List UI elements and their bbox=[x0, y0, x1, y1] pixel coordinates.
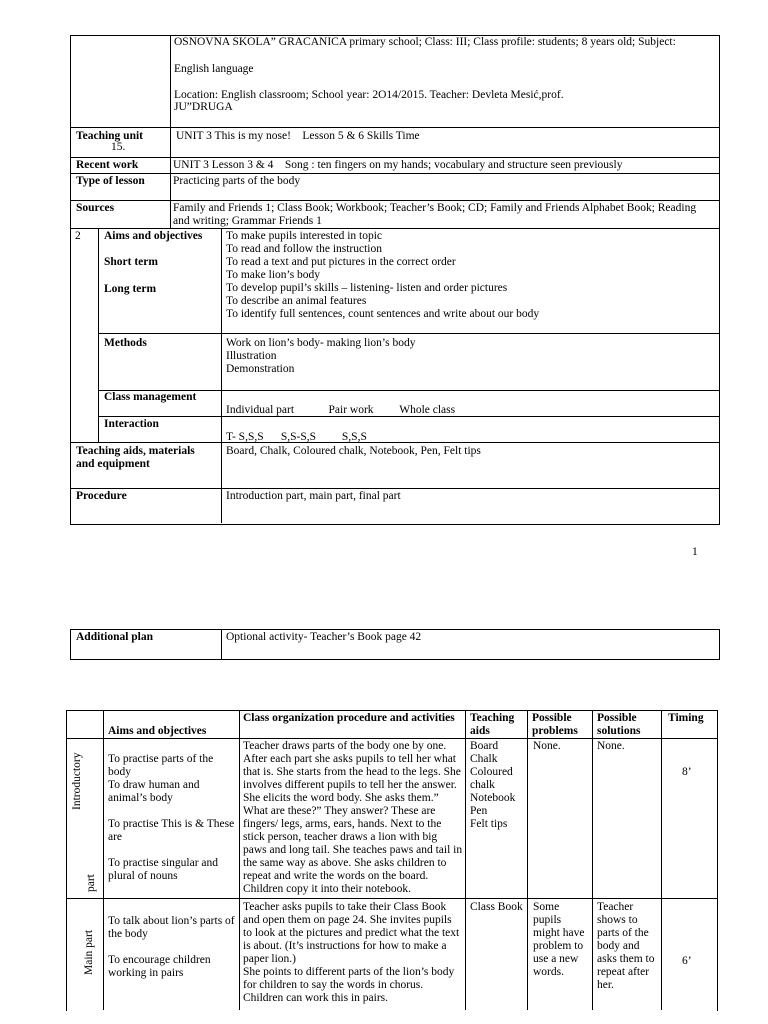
subject-text: English language bbox=[174, 63, 254, 75]
intro-procedure: Teacher draws parts of the body one by one. After each part she asks pupils to tell her what that is. She starts from the head to the legs. She involves different pupils to tell her the answer. She elicits the word body. She asks them.” What are these?” They answer? These are fingers/ legs, arms, ears, hands. Next to the stick person, teacher draws a lion with big paws and long tail. She teaches paws and tail in the same way as above. She asks children to repeat and write the words on the board. Children copy it into their notebook. bbox=[243, 740, 463, 895]
teaching-unit-label: Teaching unit bbox=[76, 130, 144, 142]
header-procedure: Class organization procedure and activities bbox=[243, 712, 455, 724]
recent-work-value: UNIT 3 Lesson 3 & 4 Song : ten fingers on my hands; vocabulary and structure seen previously bbox=[173, 159, 623, 171]
header-timing: Timing bbox=[668, 712, 704, 724]
aids-value: Board, Chalk, Coloured chalk, Notebook, Pen, Felt tips bbox=[226, 445, 481, 457]
interaction-label: Interaction bbox=[104, 418, 159, 430]
teaching-unit-value: UNIT 3 This is my nose! Lesson 5 & 6 Skills Time bbox=[176, 130, 420, 142]
sources-value: Family and Friends 1; Class Book; Workbook; Teacher’s Book; CD; Family and Friends Alphabet Book; Reading and writing; Grammar Friends 1 bbox=[173, 202, 697, 227]
main-aids: Class Book bbox=[470, 901, 523, 913]
intro-aids: Board Chalk Coloured chalk Notebook Pen Felt tips bbox=[470, 740, 516, 830]
interaction-value: T- S,S,S S,S-S,S S,S,S bbox=[226, 431, 367, 443]
intro-problems: None. bbox=[533, 740, 561, 752]
druga-text: JU”DRUGA bbox=[174, 101, 233, 113]
aims-label: Aims and objectives bbox=[104, 230, 203, 242]
class-mgmt-label: Class management bbox=[104, 391, 197, 403]
header-problems: Possible problems bbox=[532, 712, 578, 737]
methods-value: Work on lion’s body- making lion’s body Illustration Demonstration bbox=[226, 337, 416, 375]
main-procedure: Teacher asks pupils to take their Class Book and open them on page 24. She invites pupils to look at the pictures and predict what the text is about. (It’s instructions for how to make a paper lion.) She points to different parts of the lion’s body for children to say the words in chorus. Children can work this in pairs. bbox=[243, 901, 460, 1004]
page-number: 1 bbox=[692, 546, 698, 558]
short-term-label: Short term bbox=[104, 256, 158, 268]
header-aids: Teaching aids bbox=[470, 712, 515, 737]
additional-plan-value: Optional activity- Teacher’s Book page 42 bbox=[226, 631, 422, 643]
intro-phase-label-2: part bbox=[85, 874, 97, 892]
header-solutions: Possible solutions bbox=[597, 712, 641, 737]
main-phase-label: Main part bbox=[83, 929, 95, 975]
intro-solutions: None. bbox=[597, 740, 625, 752]
procedure-label: Procedure bbox=[76, 490, 127, 502]
school-line: OSNOVNA SKOLA” GRACANICA primary school; Class: III; Class profile: students; 8 years old; Subject: bbox=[174, 36, 676, 48]
methods-label: Methods bbox=[104, 337, 147, 349]
intro-aims: To practise parts of the body To draw human and animal’s body To practise This is & These are To practise singular and plural of nouns bbox=[108, 753, 235, 882]
aids-label: Teaching aids, materials and equipment bbox=[76, 445, 195, 470]
aims-number: 2 bbox=[75, 230, 81, 242]
type-value: Practicing parts of the body bbox=[173, 175, 301, 187]
intro-phase-label: Introductory bbox=[71, 752, 83, 810]
location-line: Location: English classroom; School year: 2O14/2015. Teacher: Devleta Mesić,prof. bbox=[174, 89, 564, 101]
type-label: Type of lesson bbox=[76, 175, 145, 187]
additional-plan-label: Additional plan bbox=[76, 631, 154, 643]
long-term-label: Long term bbox=[104, 283, 157, 295]
main-solutions: Teacher shows to parts of the body and asks them to repeat after her. bbox=[597, 901, 655, 991]
recent-work-label: Recent work bbox=[76, 159, 139, 171]
main-aims: To talk about lion’s parts of the body To encourage children working in pairs bbox=[108, 915, 235, 979]
procedure-value: Introduction part, main part, final part bbox=[226, 490, 401, 502]
class-mgmt-value: Individual part Pair work Whole class bbox=[226, 404, 456, 416]
sources-label: Sources bbox=[76, 202, 115, 214]
main-problems: Some pupils might have problem to use a new words. bbox=[533, 901, 585, 978]
main-timing: 6’ bbox=[682, 955, 692, 967]
intro-timing: 8’ bbox=[682, 766, 692, 778]
aims-list: To make pupils interested in topic To read and follow the instruction To read a text and put pictures in the correct order To make lion’s body To develop pupil’s skills – listening- listen and order pictures To describe an animal features To identify full sentences, count sentences and write about our body bbox=[226, 230, 540, 320]
header-aims: Aims and objectives bbox=[108, 725, 207, 737]
teaching-unit-number: 15. bbox=[111, 141, 126, 153]
